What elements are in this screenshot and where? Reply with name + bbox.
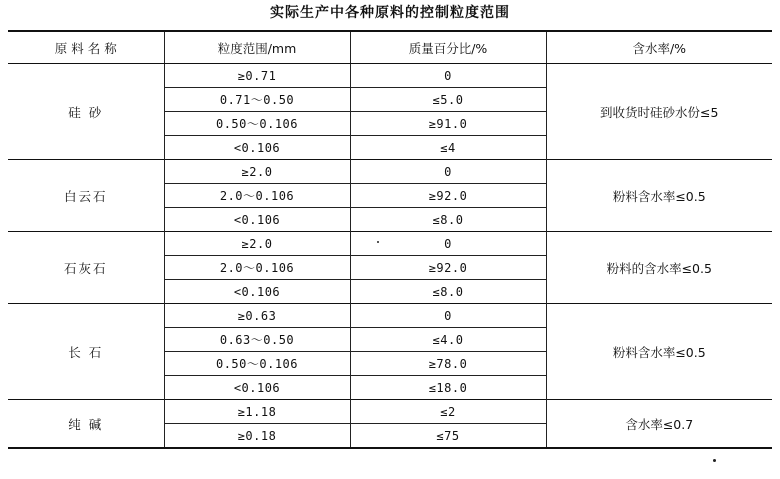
moisture-cell: 粉料的含水率≤0.5 xyxy=(546,232,772,304)
mass-percent-cell: ≤18.0 xyxy=(350,376,546,400)
header-mass: 质量百分比/% xyxy=(350,31,546,64)
material-name: 长 石 xyxy=(8,304,164,400)
table-body xyxy=(8,64,772,449)
header-moisture: 含水率/% xyxy=(546,31,772,64)
table-row xyxy=(8,64,772,88)
size-range-cell: ≥0.18 xyxy=(164,424,350,449)
header-row xyxy=(8,31,772,64)
table-row xyxy=(8,400,772,424)
material-name: 石灰石 xyxy=(8,232,164,304)
speck-mark xyxy=(377,241,379,243)
material-name: 纯 碱 xyxy=(8,400,164,449)
size-range-cell: <0.106 xyxy=(164,136,350,160)
mass-percent-cell: ≥78.0 xyxy=(350,352,546,376)
size-range-cell: 0.63～0.50 xyxy=(164,328,350,352)
table-row xyxy=(8,160,772,184)
table-title: 实际生产中各种原料的控制粒度范围 xyxy=(270,5,510,21)
size-range-cell: ≥0.71 xyxy=(164,64,350,88)
size-range-cell: 0.50～0.106 xyxy=(164,112,350,136)
mass-percent-cell: ≤8.0 xyxy=(350,280,546,304)
table-row xyxy=(8,304,772,328)
mass-percent-cell: ≥92.0 xyxy=(350,256,546,280)
mass-percent-cell: ≤4.0 xyxy=(350,328,546,352)
speck-mark xyxy=(713,459,716,462)
table-row xyxy=(8,232,772,256)
mass-percent-cell: 0 xyxy=(350,64,546,88)
material-name: 白云石 xyxy=(8,160,164,232)
size-range-cell: ≥0.63 xyxy=(164,304,350,328)
size-range-cell: <0.106 xyxy=(164,208,350,232)
moisture-cell: 到收货时硅砂水份≤5 xyxy=(546,64,772,160)
mass-percent-cell: ≥92.0 xyxy=(350,184,546,208)
mass-percent-cell: ≤4 xyxy=(350,136,546,160)
moisture-cell: 含水率≤0.7 xyxy=(546,400,772,449)
mass-percent-cell: 0 xyxy=(350,304,546,328)
moisture-cell: 粉料含水率≤0.5 xyxy=(546,304,772,400)
size-range-cell: ≥2.0 xyxy=(164,160,350,184)
moisture-cell: 粉料含水率≤0.5 xyxy=(546,160,772,232)
size-range-cell: ≥2.0 xyxy=(164,232,350,256)
mass-percent-cell: 0 xyxy=(350,160,546,184)
header-size: 粒度范围/mm xyxy=(164,31,350,64)
mass-percent-cell: ≤5.0 xyxy=(350,88,546,112)
header-material: 原 料 名 称 xyxy=(8,31,164,64)
mass-percent-cell: 0 xyxy=(350,232,546,256)
mass-percent-cell: ≤2 xyxy=(350,400,546,424)
size-range-cell: <0.106 xyxy=(164,376,350,400)
granularity-table xyxy=(8,30,772,449)
mass-percent-cell: ≤8.0 xyxy=(350,208,546,232)
size-range-cell: ≥1.18 xyxy=(164,400,350,424)
mass-percent-cell: ≤75 xyxy=(350,424,546,449)
size-range-cell: 0.50～0.106 xyxy=(164,352,350,376)
size-range-cell: 0.71～0.50 xyxy=(164,88,350,112)
mass-percent-cell: ≥91.0 xyxy=(350,112,546,136)
size-range-cell: 2.0～0.106 xyxy=(164,184,350,208)
material-name: 硅 砂 xyxy=(8,64,164,160)
size-range-cell: <0.106 xyxy=(164,280,350,304)
size-range-cell: 2.0～0.106 xyxy=(164,256,350,280)
